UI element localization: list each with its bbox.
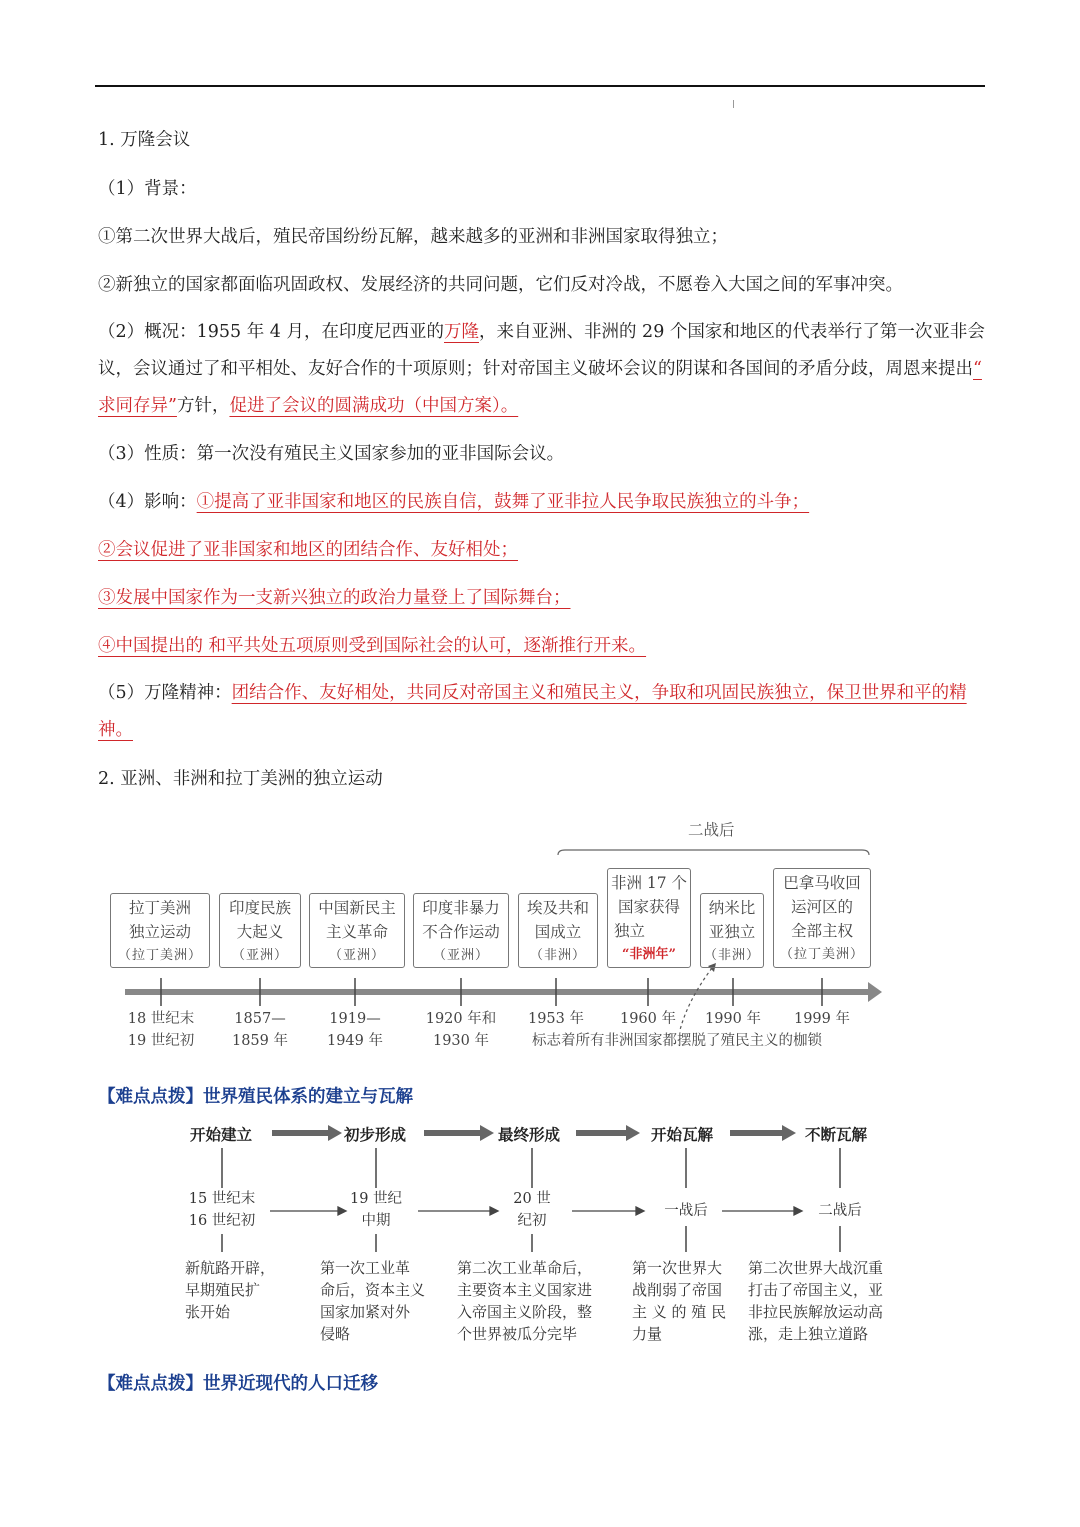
stage-time-2a: 19 世纪 xyxy=(349,1191,403,1207)
difficulty-bracket-1: 【难点点拨】 xyxy=(98,1087,203,1107)
difficulty-heading-1 xyxy=(98,1083,413,1108)
stage-desc-3 xyxy=(457,1257,592,1345)
event-3-year xyxy=(315,1008,395,1052)
stage-desc-3-l1: 第二次工业革命后， xyxy=(457,1259,593,1277)
impact-point-4: ④中国提出的 和平共处五项原则受到国际社会的认可，逐渐推行开来。 xyxy=(98,636,647,656)
stage-desc-5-l2: 打击了帝国主义，亚 xyxy=(748,1281,884,1299)
bandung-highlight: 万隆 xyxy=(444,322,479,342)
event-7-line2: 亚独立 xyxy=(708,923,756,941)
background-point-2: ②新独立的国家都面临巩固政权、发展经济的共同问题，它们反对冷战，不愿卷入大国之间的军事冲突。 xyxy=(98,275,903,295)
event-5-year: 1953 年 xyxy=(527,1011,584,1027)
stage-label-1: 开始建立 xyxy=(190,1125,253,1144)
stage-label-5: 不断瓦解 xyxy=(805,1125,868,1144)
stage-desc-2-l4: 侵略 xyxy=(320,1325,351,1343)
event-5-line1: 埃及共和 xyxy=(526,899,589,917)
event-box-africa-year xyxy=(607,868,691,968)
background-point-1: ①第二次世界大战后，殖民帝国纷纷瓦解，越来越多的亚洲和非洲国家取得独立； xyxy=(98,227,728,247)
event-6-line3: 独立 xyxy=(614,922,646,940)
impact-point-3: ③发展中国家作为一支新兴独立的政治力量登上了国际舞台； xyxy=(98,588,571,608)
event-box-china-revolution xyxy=(309,893,405,968)
africa-year-label: “非洲年” xyxy=(622,947,676,962)
overview-text-c: 方针， xyxy=(176,396,230,416)
event-4-region: （亚洲） xyxy=(432,948,489,963)
stage-desc-3-l2: 主要资本主义国家进 xyxy=(457,1281,593,1299)
event-1-line2: 独立运动 xyxy=(128,923,191,941)
stage-desc-3-l3: 入帝国主义阶段，整 xyxy=(457,1303,593,1321)
nature-line: （3）性质：第一次没有殖民主义国家参加的亚非国际会议。 xyxy=(98,444,565,464)
stage-desc-4-l2: 战削弱了帝国 xyxy=(632,1281,723,1299)
event-7-year: 1990 年 xyxy=(704,1011,761,1027)
event-3-year-b: 1949 年 xyxy=(326,1033,383,1049)
event-box-latin-america xyxy=(110,893,210,968)
event-box-egypt-republic xyxy=(518,893,598,968)
stage-desc-4-l4: 力量 xyxy=(632,1325,663,1343)
difficulty-bracket-2: 【难点点拨】 xyxy=(98,1374,203,1394)
event-1-year-b: 19 世纪初 xyxy=(127,1033,195,1049)
stage-time-5: 二战后 xyxy=(818,1203,862,1219)
stage-desc-1-l3: 张开始 xyxy=(185,1303,231,1321)
event-4-line2: 不合作运动 xyxy=(422,923,500,941)
stage-label-2: 初步形成 xyxy=(344,1125,407,1144)
event-5-region: （非洲） xyxy=(529,948,586,963)
stage-desc-5-l4: 涨，走上独立道路 xyxy=(748,1325,869,1343)
stage-desc-5-l3: 非拉民族解放运动高 xyxy=(748,1303,884,1321)
stage-desc-5 xyxy=(748,1257,883,1345)
overview-label: （2）概况： xyxy=(98,322,197,342)
event-8-region: （拉丁美洲） xyxy=(779,947,864,962)
stage-desc-2-l3: 国家加紧对外 xyxy=(320,1303,411,1321)
stage-arrowhead-4 xyxy=(782,1125,796,1141)
stage-arrowhead-1 xyxy=(328,1125,342,1141)
event-4-year-a: 1920 年和 xyxy=(425,1011,497,1027)
event-2-region: （亚洲） xyxy=(231,948,288,963)
stage-time-3a: 20 世 xyxy=(513,1191,551,1207)
stage-desc-4-l3: 主 义 的 殖 民 xyxy=(632,1303,727,1321)
stage-desc-1 xyxy=(185,1257,275,1323)
event-6-line1: 非洲 17 个 xyxy=(610,874,688,892)
event-7-line1: 纳米比 xyxy=(708,899,756,917)
section1-title: 1. 万隆会议 xyxy=(98,130,191,150)
impact-point-1: ①提高了亚非国家和地区的民族自信，鼓舞了亚非拉人民争取民族独立的斗争； xyxy=(196,492,810,512)
event-6-line2: 国家获得 xyxy=(617,898,680,916)
stage-desc-3-l4: 个世界被瓜分完毕 xyxy=(457,1325,578,1343)
event-2-year-a: 1857— xyxy=(234,1011,286,1027)
stage-desc-2-l2: 命后，资本主义 xyxy=(320,1281,426,1299)
event-8-year: 1999 年 xyxy=(793,1011,850,1027)
stage-time-1 xyxy=(182,1188,262,1232)
event-6-year: 1960 年 xyxy=(619,1011,676,1027)
postwar-brace xyxy=(558,850,869,855)
event-3-region: （亚洲） xyxy=(328,948,385,963)
event-box-panama xyxy=(773,868,871,968)
timeline-arrow xyxy=(868,982,882,1002)
event-1-region: （拉丁美洲） xyxy=(117,948,202,963)
stage-time-4: 一战后 xyxy=(664,1203,708,1219)
overview-text-a: 1955 年 4 月，在印度尼西亚的 xyxy=(196,322,444,342)
stage-time-2 xyxy=(336,1188,416,1232)
stage-time-3b: 纪初 xyxy=(517,1213,547,1229)
stage-desc-4-l1: 第一次世界大 xyxy=(632,1259,723,1277)
stage-desc-4 xyxy=(632,1257,726,1345)
event-7-region: （非洲） xyxy=(703,948,760,963)
result-highlight: 促进了会议的圆满成功（中国方案）。 xyxy=(229,396,519,416)
stage-arrowhead-2 xyxy=(480,1125,494,1141)
event-3-year-a: 1919— xyxy=(329,1011,381,1027)
stage-desc-2-l1: 第一次工业革 xyxy=(320,1259,411,1277)
difficulty-heading-2 xyxy=(98,1370,378,1395)
policy-highlight: “ 求同存异” xyxy=(98,359,982,416)
event-2-line2: 大起义 xyxy=(236,923,284,941)
event-8-line3: 全部主权 xyxy=(790,922,853,940)
overview-text-b: ，来自亚洲、非洲的 29 个国家和地区的代表举行了第一次亚非会议，会议通过了和平相处、友好合作的十项原则；针对帝国主义破坏会议的阴谋和各国间的矛盾分歧，周恩来提出 xyxy=(98,322,985,379)
event-4-year xyxy=(416,1008,506,1052)
event-2-line1: 印度民族 xyxy=(228,899,291,917)
event-1-line1: 拉丁美洲 xyxy=(128,899,191,917)
postwar-label: 二战后 xyxy=(688,821,735,839)
spirit-label: （5）万隆精神： xyxy=(98,683,232,703)
event-8-line2: 运河区的 xyxy=(790,898,853,916)
event-2-year xyxy=(220,1008,300,1052)
event-5-line2: 国成立 xyxy=(534,923,582,941)
stage-arrowhead-3 xyxy=(626,1125,640,1141)
stage-time-1b: 16 世纪初 xyxy=(188,1213,256,1229)
event-3-line2: 主义革命 xyxy=(325,923,388,941)
event-2-year-b: 1859 年 xyxy=(231,1033,288,1049)
spirit-text: 团结合作、友好相处，共同反对帝国主义和殖民主义，争取和巩固民族独立，保卫世界和平的精神。 xyxy=(98,683,967,740)
event-box-india-uprising xyxy=(219,893,301,968)
event-box-namibia xyxy=(700,893,764,968)
background-label: （1）背景： xyxy=(98,179,197,199)
time-arrowhead-3 xyxy=(636,1207,644,1215)
stage-desc-1-l1: 新航路开辟， xyxy=(185,1259,276,1277)
impact-point-2: ②会议促进了亚非国家和地区的团结合作、友好相处； xyxy=(98,540,518,560)
event-4-year-b: 1930 年 xyxy=(432,1033,489,1049)
difficulty-title-2: 世界近现代的人口迁移 xyxy=(203,1374,378,1394)
impact-label: （4）影响： xyxy=(98,492,197,512)
stage-desc-1-l2: 早期殖民扩 xyxy=(185,1281,261,1299)
namibia-note: 标志着所有非洲国家都摆脱了殖民主义的枷锁 xyxy=(532,1033,822,1049)
section2-title: 2. 亚洲、非洲和拉丁美洲的独立运动 xyxy=(98,769,383,789)
stage-time-1a: 15 世纪末 xyxy=(188,1191,256,1207)
event-3-line1: 中国新民主 xyxy=(318,899,396,917)
event-box-india-nonviolence xyxy=(413,893,509,968)
event-4-line1: 印度非暴力 xyxy=(422,899,500,917)
event-1-year-a: 18 世纪末 xyxy=(127,1011,195,1027)
stage-desc-2 xyxy=(320,1257,425,1345)
event-8-line1: 巴拿马收回 xyxy=(783,874,861,892)
stage-time-3 xyxy=(492,1188,572,1232)
event-1-year xyxy=(116,1008,206,1052)
stage-label-3: 最终形成 xyxy=(498,1125,561,1144)
stage-label-4: 开始瓦解 xyxy=(651,1125,714,1144)
stage-time-2b: 中期 xyxy=(361,1213,391,1229)
difficulty-title-1: 世界殖民体系的建立与瓦解 xyxy=(203,1087,413,1107)
stage-desc-5-l1: 第二次世界大战沉重 xyxy=(748,1259,884,1277)
